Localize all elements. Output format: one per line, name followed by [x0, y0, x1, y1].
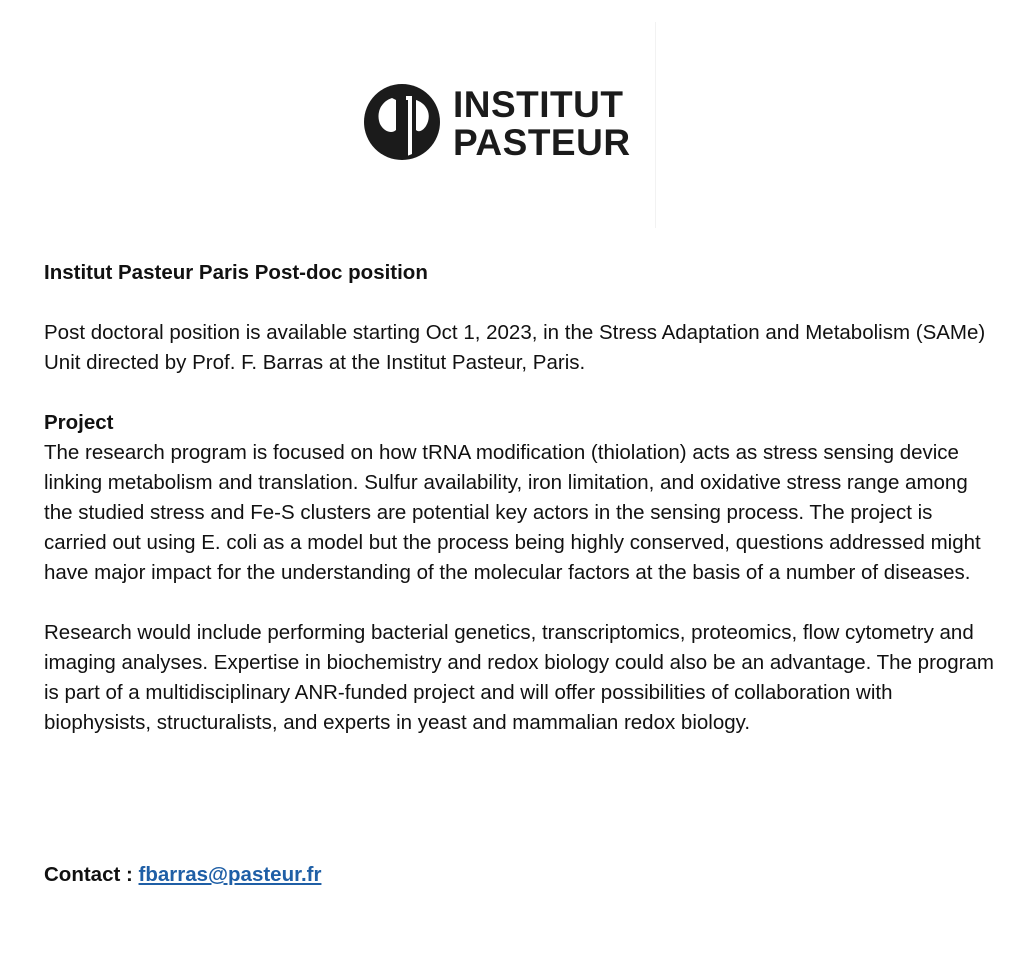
project-paragraph-1: The research program is focused on how tRNA modification (thiolation) acts as stress sensing device linking metabolism and translation. Sulfur availability, iron limitation, and oxidative stress range among the studied stress and Fe-S clusters are potential key actors in the sensing process. The project is carried out using E. coli as a model but the process being highly conserved, questions addressed might have major impact for the understanding of the molecular factors at the basis of a number of diseases. [44, 441, 981, 584]
job-posting-body [44, 258, 994, 738]
logo-line-1: INSTITUT [453, 84, 624, 125]
institut-pasteur-logo-icon [362, 80, 446, 164]
logo-line-2: PASTEUR [453, 122, 631, 163]
contact-line [44, 860, 321, 890]
page-title: Institut Pasteur Paris Post-doc position [44, 261, 428, 284]
institut-pasteur-logo [360, 76, 660, 166]
contact-label: Contact : [44, 863, 139, 886]
project-paragraph-2: Research would include performing bacterial genetics, transcriptomics, proteomics, flow cytometry and imaging analyses. Expertise in biochemistry and redox biology could also be an advantage. The program is part of a multidisciplinary ANR-funded project and will offer possibilities of collaboration with biophysists, structuralists, and experts in yeast and mammalian redox biology. [44, 621, 995, 734]
contact-email-link[interactable]: fbarras@pasteur.fr [138, 863, 322, 886]
logo-wordmark [453, 86, 631, 162]
intro-paragraph: Post doctoral position is available starting Oct 1, 2023, in the Stress Adaptation and Metabolism (SAMe) Unit directed by Prof. F. Barras at the Institut Pasteur, Paris. [44, 321, 986, 374]
project-heading: Project [44, 411, 114, 434]
